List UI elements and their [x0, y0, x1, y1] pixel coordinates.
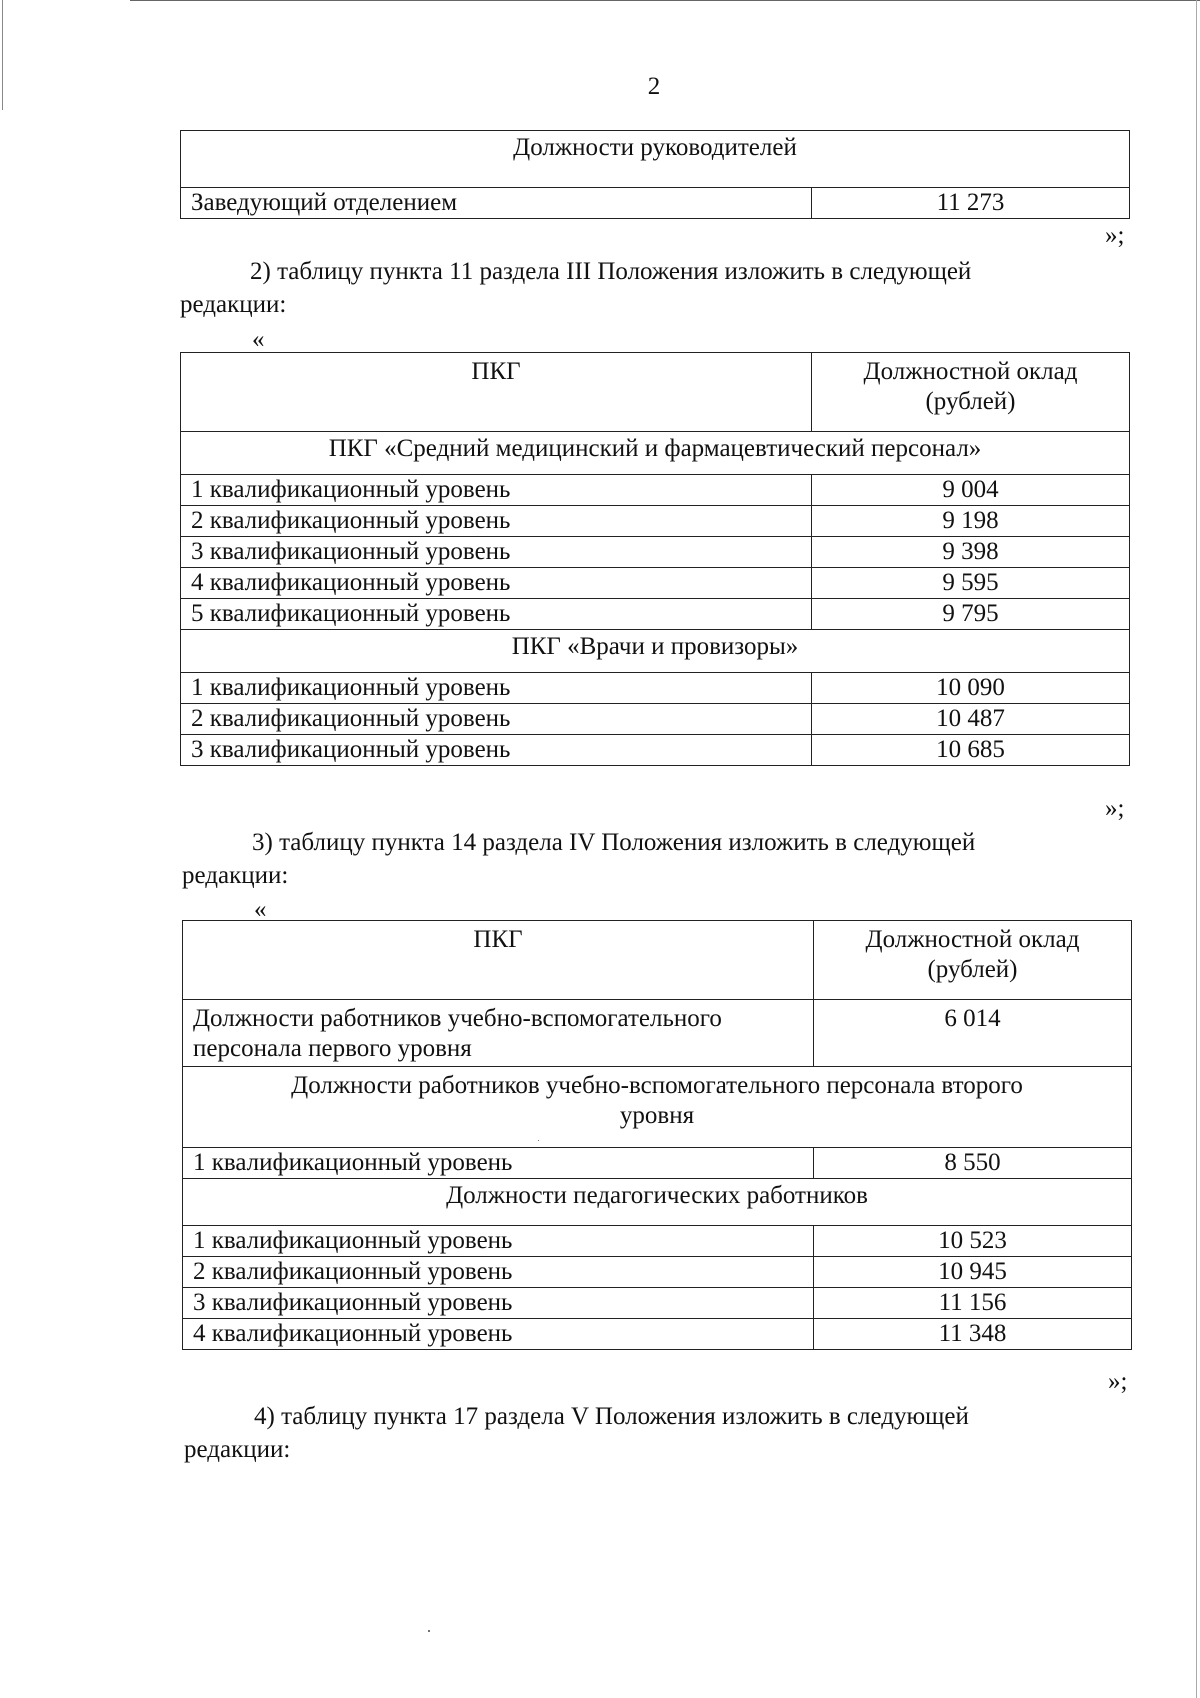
table-section-heading: Должности педагогических работников [183, 1179, 1132, 1226]
table-row [181, 475, 1130, 506]
row-value: 9 004 [812, 475, 1130, 506]
table-row [183, 1319, 1132, 1350]
table-section-heading [183, 1067, 1132, 1148]
table-row [183, 1257, 1132, 1288]
row-name: 5 квалификационный уровень [181, 599, 812, 630]
row-value: 10 945 [814, 1257, 1132, 1288]
paragraph-2-line1: 2) таблицу пункта 11 раздела III Положения изложить в следующей [250, 258, 972, 285]
row-value: 10 090 [812, 673, 1130, 704]
row-value: 9 398 [812, 537, 1130, 568]
row-value: 11 273 [812, 188, 1130, 219]
paragraph-2-line2: редакции: [180, 291, 287, 318]
opening-quote: « [254, 896, 267, 923]
table-row [181, 673, 1130, 704]
row-name: 3 квалификационный уровень [183, 1288, 814, 1319]
paragraph-3-line2: редакции: [182, 862, 289, 889]
closing-quote: »; [1105, 795, 1125, 822]
row-value: 9 795 [812, 599, 1130, 630]
table-managers [180, 130, 1130, 219]
table-row [181, 568, 1130, 599]
header-salary-line1: Должностной оклад [865, 926, 1080, 953]
table-row [181, 506, 1130, 537]
paragraph-4-line1: 4) таблицу пункта 17 раздела V Положения изложить в следующей [254, 1403, 969, 1430]
table-section-heading: Должности руководителей [181, 131, 1130, 188]
section-heading-line2: уровня [619, 1102, 695, 1129]
row-name: 3 квалификационный уровень [181, 537, 812, 568]
row-value: 9 198 [812, 506, 1130, 537]
scan-edge-top [130, 0, 1200, 1]
row-name-line2: персонала первого уровня [193, 1035, 472, 1062]
row-name: 3 квалификационный уровень [181, 735, 812, 766]
header-pkg: ПКГ [181, 353, 812, 432]
row-name: 2 квалификационный уровень [183, 1257, 814, 1288]
header-salary-line1: Должностной оклад [863, 358, 1078, 385]
header-salary [814, 921, 1132, 1000]
paragraph-4-line2: редакции: [184, 1436, 291, 1463]
table-row [181, 188, 1130, 219]
row-value: 9 595 [812, 568, 1130, 599]
header-salary [812, 353, 1130, 432]
paragraph-3 [182, 826, 1132, 892]
row-name: 2 квалификационный уровень [181, 506, 812, 537]
row-value: 11 156 [814, 1288, 1132, 1319]
scan-speck [428, 1630, 430, 1632]
header-pkg: ПКГ [183, 921, 814, 1000]
opening-quote: « [252, 326, 265, 353]
row-name: 1 квалификационный уровень [183, 1226, 814, 1257]
paragraph-2 [180, 255, 1130, 321]
table-row [183, 1288, 1132, 1319]
row-name: 1 квалификационный уровень [181, 673, 812, 704]
page-number: 2 [647, 73, 661, 100]
paragraph-4 [184, 1400, 1134, 1466]
table-medical-staff [180, 352, 1130, 766]
closing-quote: »; [1108, 1368, 1128, 1395]
table-row [183, 1148, 1132, 1179]
section-heading-line1: Должности работников учебно-вспомогательного персонала второго [291, 1072, 1023, 1099]
row-name: 1 квалификационный уровень [181, 475, 812, 506]
row-value: 11 348 [814, 1319, 1132, 1350]
row-value: 10 487 [812, 704, 1130, 735]
table-row [181, 599, 1130, 630]
row-name: 1 квалификационный уровень [183, 1148, 814, 1179]
row-name: 2 квалификационный уровень [181, 704, 812, 735]
row-name: Заведующий отделением [181, 188, 812, 219]
row-name-line1: Должности работников учебно-вспомогательного [193, 1005, 722, 1032]
table-section-heading: ПКГ «Врачи и провизоры» [181, 630, 1130, 673]
row-value: 8 550 [814, 1148, 1132, 1179]
table-row [183, 1000, 1132, 1067]
row-name: 4 квалификационный уровень [183, 1319, 814, 1350]
table-row [181, 537, 1130, 568]
closing-quote: »; [1105, 222, 1125, 249]
row-name: 4 квалификационный уровень [181, 568, 812, 599]
scan-edge-right [1196, 0, 1197, 1698]
table-row [183, 1226, 1132, 1257]
row-value: 10 523 [814, 1226, 1132, 1257]
header-salary-line2: (рублей) [927, 956, 1018, 983]
paragraph-3-line1: 3) таблицу пункта 14 раздела IV Положения изложить в следующей [252, 829, 976, 856]
row-value: 6 014 [814, 1000, 1132, 1067]
table-row [181, 735, 1130, 766]
scan-speck [538, 1140, 539, 1141]
table-section-heading: ПКГ «Средний медицинский и фармацевтический персонал» [181, 432, 1130, 475]
header-salary-line2: (рублей) [925, 388, 1016, 415]
row-name [183, 1000, 814, 1067]
row-value: 10 685 [812, 735, 1130, 766]
table-educational-staff [182, 920, 1132, 1350]
table-row [181, 704, 1130, 735]
